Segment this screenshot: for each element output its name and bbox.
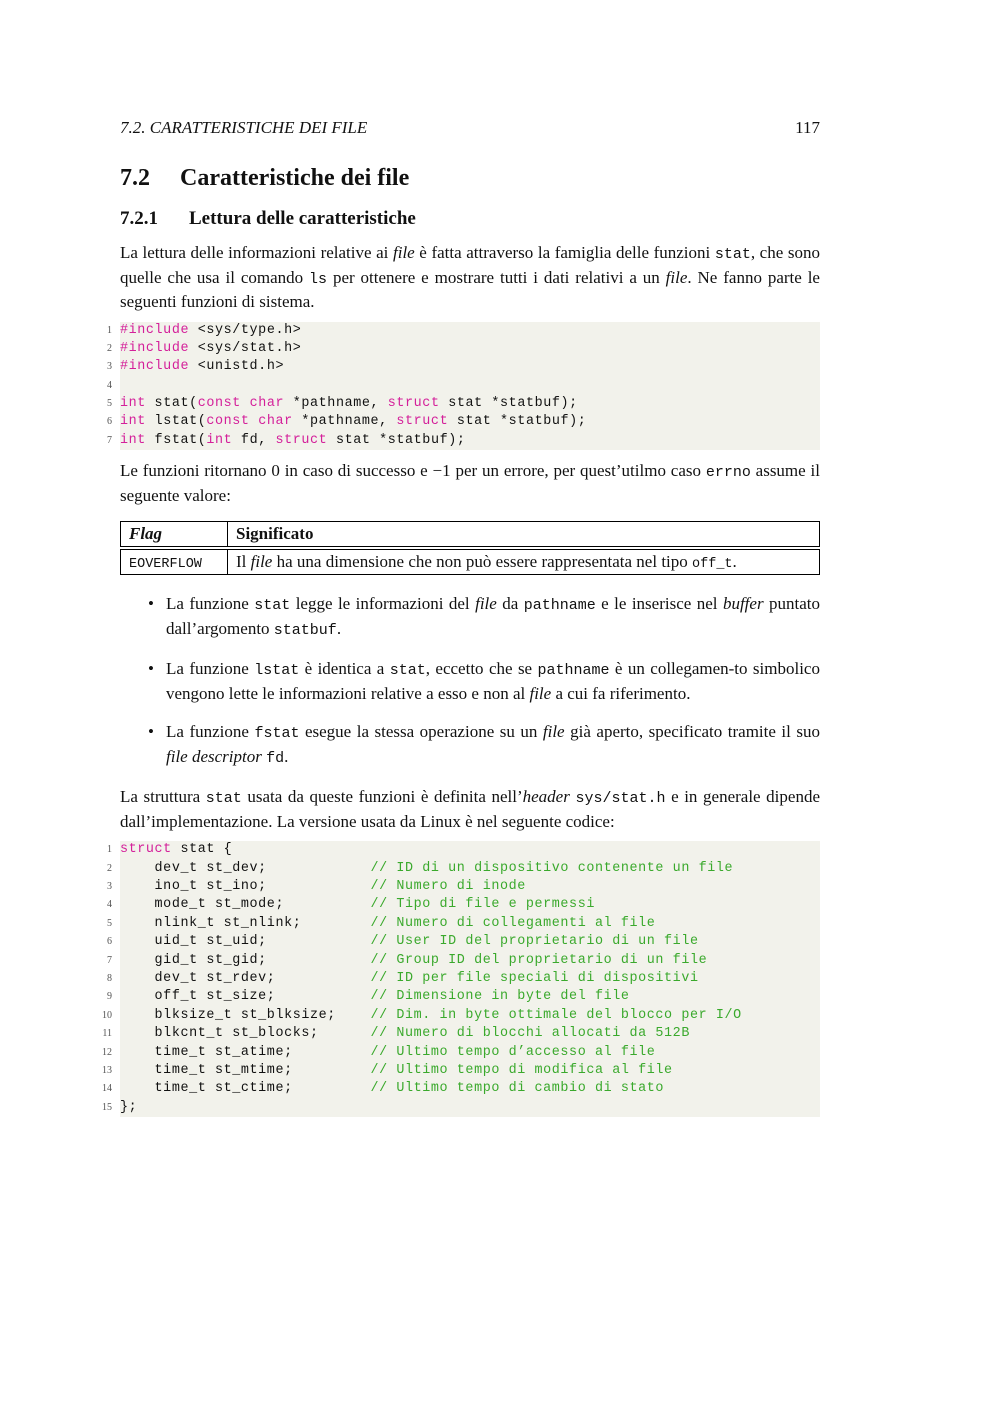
running-header-section: 7.2. CARATTERISTICHE DEI FILE	[120, 118, 368, 137]
list-item: • La funzione lstat è identica a stat, eccetto che se pathname è un collegamen-to simbolico vengono lette le informazioni relative a esso e non al file a cui fa riferimento.	[166, 658, 820, 705]
code-line: 5 int stat(const char *pathname, struct stat *statbuf);	[107, 396, 578, 412]
code-line: 9 off_t st_size; // Dimensione in byte del file	[107, 989, 630, 1005]
section-number: 7.2	[120, 165, 150, 191]
list-item: • La funzione fstat esegue la stessa operazione su un file già aperto, specificato tramite il suo file descriptor fd.	[166, 721, 820, 770]
code-line: 2 dev_t st_dev; // ID di un dispositivo contenente un file	[107, 860, 734, 876]
table-header-meaning: Significato	[228, 522, 820, 547]
page-number: 117	[795, 118, 820, 137]
list-item: • La funzione stat legge le informazioni del file da pathname e le inserisce nel buffer puntato dall’argomento statbuf.	[166, 593, 820, 642]
code-line: 6 uid_t st_uid; // User ID del proprietario di un file	[107, 934, 699, 950]
code-line: 7 gid_t st_gid; // Group ID del proprietario di un file	[107, 952, 708, 968]
code-line: 2 #include <sys/stat.h>	[107, 340, 302, 356]
table-header-flag: Flag	[121, 522, 228, 547]
page-content	[102, 118, 821, 1117]
running-header	[120, 118, 820, 144]
error-table	[120, 521, 820, 575]
table-cell-meaning: Il file ha una dimensione che non può essere rappresentata nel tipo off_t.	[228, 550, 820, 575]
code-line: 11 blkcnt_t st_blocks; // Numero di blocchi allocati da 512B	[102, 1026, 690, 1042]
code-line: 3 ino_t st_ino; // Numero di inode	[107, 879, 526, 895]
table-header-row	[121, 522, 820, 547]
section-title: Caratteristiche dei file	[180, 165, 410, 191]
code-line: 4	[107, 379, 112, 391]
code-line: 6 int lstat(const char *pathname, struct stat *statbuf);	[107, 414, 587, 430]
subsection-heading	[120, 204, 820, 234]
code-line: 7 int fstat(int fd, struct stat *statbuf);	[107, 432, 466, 448]
code-line: 12 time_t st_atime; // Ultimo tempo d’accesso al file	[102, 1044, 656, 1060]
subsection-title: Lettura delle caratteristiche	[189, 208, 416, 229]
code-line: 13 time_t st_mtime; // Ultimo tempo di modifica al file	[102, 1062, 673, 1078]
code-line: 4 mode_t st_mode; // Tipo di file e permessi	[107, 897, 595, 913]
code-line: 15 };	[102, 1099, 138, 1115]
code-line: 3 #include <unistd.h>	[107, 359, 285, 375]
intro-paragraph: La lettura delle informazioni relative ai file è fatta attraverso la famiglia delle funzioni stat, che sono quelle che usa il comando ls per ottenere e mostrare tutti i dati relativi a un file. Ne fanno parte le seguenti funzioni di sistema.	[120, 243, 820, 311]
table-row	[121, 550, 820, 575]
table-cell-flag: EOVERFLOW	[121, 550, 228, 575]
subsection-number: 7.2.1	[120, 208, 158, 229]
code-block-struct	[102, 841, 820, 1117]
code-line: 8 dev_t st_rdev; // ID per file speciali di dispositivi	[107, 970, 699, 986]
code-line: 5 nlink_t st_nlink; // Numero di collegamenti al file	[107, 915, 656, 931]
code-block-prototypes	[107, 322, 820, 451]
code-line: 14 time_t st_ctime; // Ultimo tempo di cambio di stato	[102, 1081, 665, 1097]
return-paragraph: Le funzioni ritornano 0 in caso di successo e −1 per un errore, per quest’utilmo caso errno assume il seguente valore:	[120, 461, 820, 505]
struct-paragraph: La struttura stat usata da queste funzioni è definita nell’header sys/stat.h e in generale dipende dall’implementazione. La versione usata da Linux è nel seguente codice:	[120, 787, 820, 831]
code-line: 1 struct stat {	[107, 842, 233, 858]
section-heading	[120, 160, 820, 196]
function-list	[120, 593, 820, 770]
code-line: 10 blksize_t st_blksize; // Dim. in byte ottimale del blocco per I/O	[102, 1007, 742, 1023]
code-line: 1 #include <sys/type.h>	[107, 322, 302, 338]
